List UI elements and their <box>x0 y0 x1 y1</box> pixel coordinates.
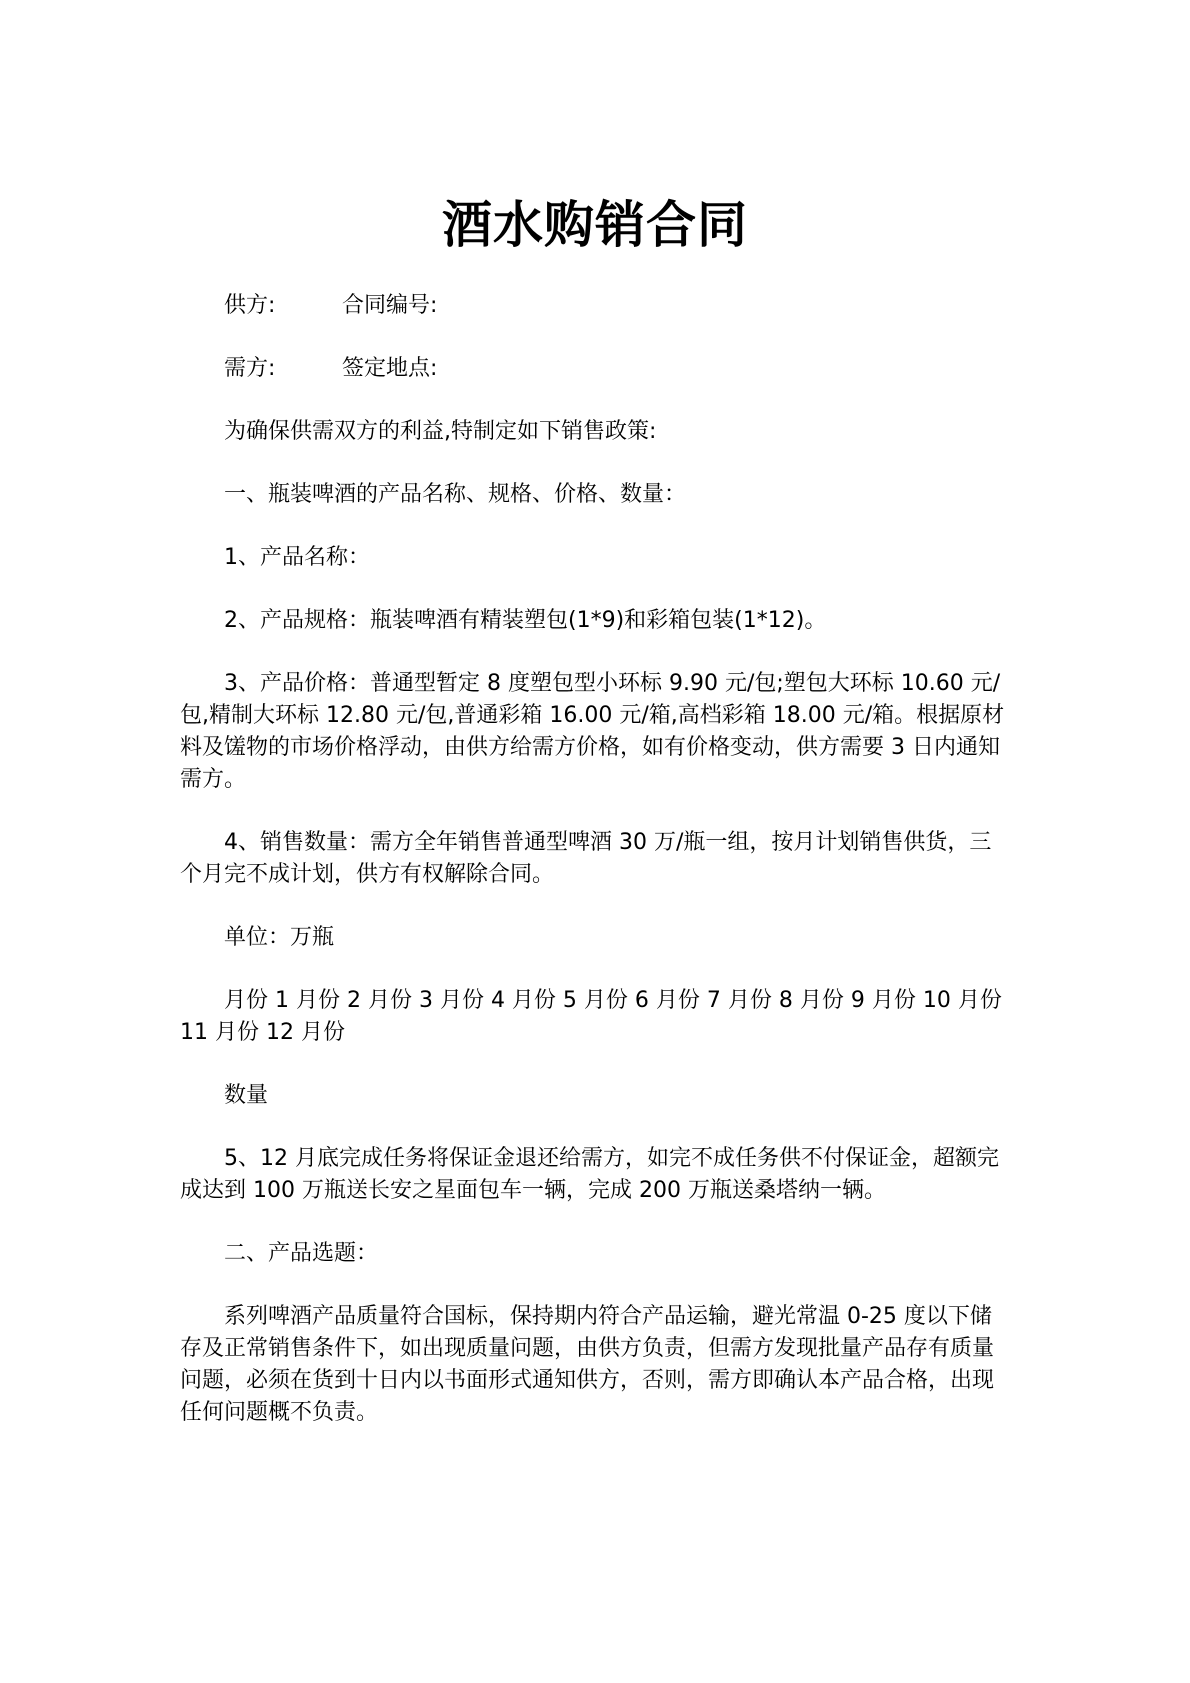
supplier-line <box>180 290 1005 322</box>
sales-quantity-paragraph: 4、销售数量：需方全年销售普通型啤酒 30 万/瓶一组，按月计划销售供货，三个月完不成计划，供方有权解除合同。 <box>180 830 992 887</box>
unit-paragraph: 单位：万瓶 <box>224 925 335 950</box>
bonus-paragraph: 5、12 月底完成任务将保证金退还给需方，如完不成任务供不付保证金，超额完成达到 100 万瓶送长安之星面包车一辆，完成 200 万瓶送桑塔纳一辆。 <box>180 1146 999 1203</box>
contract-number-label: 合同编号: <box>342 293 438 318</box>
quality-paragraph: 系列啤酒产品质量符合国标，保持期内符合产品运输，避光常温 0-25 度以下储存及正常销售条件下，如出现质量问题，由供方负责，但需方发现批量产品存有质量问题，必须在货到十日内以书面形式通知供方，否则，需方即确认本产品合格，出现任何问题概不负责。 <box>180 1304 995 1425</box>
buyer-line <box>180 353 1005 385</box>
signing-place-label: 签定地点: <box>342 356 438 381</box>
product-price-paragraph: 3、产品价格：普通型暂定 8 度塑包型小环标 9.90 元/包;塑包大环标 10.60 元/包,精制大环标 12.80 元/包,普通彩箱 16.00 元/箱,高档彩箱 18.00 元/箱。根据原材料及馐物的市场价格浮动，由供方给需方价格，如有价格变动，供方需要 3 日内通知需方。 <box>180 671 1005 792</box>
months-paragraph: 月份 1 月份 2 月份 3 月份 4 月份 5 月份 6 月份 7 月份 8 月份 9 月份 10 月份 11 月份 12 月份 <box>180 988 1002 1045</box>
document-title: 酒水购销合同 <box>442 196 748 254</box>
section-1-heading: 一、瓶装啤酒的产品名称、规格、价格、数量： <box>224 482 687 507</box>
product-spec-paragraph: 2、产品规格：瓶装啤酒有精装塑包(1*9)和彩箱包装(1*12)。 <box>224 608 827 633</box>
supplier-label: 供方: <box>224 293 276 318</box>
quantity-paragraph: 数量 <box>224 1083 269 1108</box>
document-body <box>180 290 1005 1460</box>
buyer-label: 需方: <box>224 356 276 381</box>
product-name-paragraph: 1、产品名称： <box>224 545 370 570</box>
section-2-heading: 二、产品选题： <box>224 1241 379 1266</box>
intro-paragraph: 为确保供需双方的利益,特制定如下销售政策: <box>224 419 657 444</box>
